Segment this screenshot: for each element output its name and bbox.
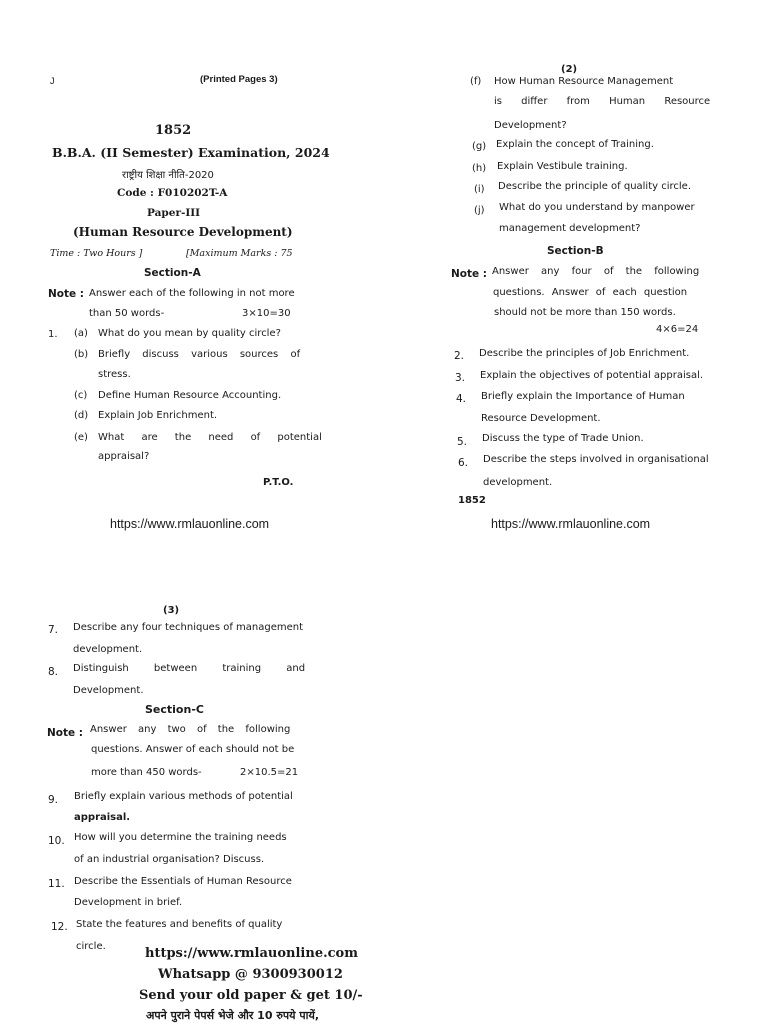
note-text-line2: questions. Answer of each should not be [91, 744, 295, 755]
subquestion-text: Explain Vestibule training. [497, 161, 628, 172]
question-number: 8. [48, 666, 59, 678]
section-a-heading: Section-A [144, 267, 201, 279]
site-url[interactable]: https://www.rmlauonline.com [110, 517, 270, 531]
note-text-line1: Answer each of the following in not more [89, 288, 295, 299]
time-limit: Time : Two Hours ] [50, 248, 143, 259]
subquestion-label: (e) [74, 432, 88, 443]
question-text: State the features and benefits of quality [76, 919, 283, 930]
question-number: 11. [48, 878, 65, 890]
question-number: 7. [48, 624, 59, 636]
subquestion-text: Define Human Resource Accounting. [98, 390, 282, 401]
subquestion-text: Development? [494, 120, 567, 131]
question-text: Distinguish between training and [73, 663, 306, 674]
question-text: Describe any four techniques of management [73, 622, 304, 633]
note-text-line2: than 50 words- [89, 308, 165, 319]
note-text-line3: more than 450 words- [91, 767, 202, 778]
question-text: Describe the Essentials of Human Resource [74, 876, 292, 887]
subquestion-text: Briefly discuss various sources of [98, 349, 301, 360]
subquestion-text: What do you understand by manpower [499, 202, 695, 213]
section-c-heading: Section-C [145, 703, 204, 716]
question-number: 1. [48, 329, 58, 340]
footer-whatsapp: Whatsapp @ 9300930012 [158, 967, 343, 982]
paper-code: 1852 [155, 123, 192, 138]
course-code: Code : F010202T-A [117, 187, 228, 199]
question-number: 9. [48, 794, 59, 806]
footer-url[interactable]: https://www.rmlauonline.com [145, 946, 358, 961]
question-text: Development in brief. [74, 897, 183, 908]
max-marks: [Maximum Marks : 75 [186, 248, 293, 259]
subquestion-text: What are the need of potential [98, 432, 322, 443]
question-text: development. [483, 477, 553, 488]
question-text: Discuss the type of Trade Union. [482, 433, 644, 444]
question-number: 10. [48, 835, 65, 847]
subquestion-text: How Human Resource Management [494, 76, 674, 87]
question-text: development. [73, 644, 143, 655]
site-url[interactable]: https://www.rmlauonline.com [491, 517, 651, 531]
subquestion-label: (c) [74, 390, 88, 401]
subquestion-text: What do you mean by quality circle? [98, 328, 281, 339]
question-text: appraisal. [74, 812, 131, 823]
question-number: 3. [455, 372, 466, 384]
footer-send-paper: Send your old paper & get 10/- [139, 988, 363, 1003]
subquestion-label: (i) [474, 184, 485, 195]
subject-title: (Human Resource Development) [73, 225, 293, 239]
page-corner-mark: J [50, 76, 55, 86]
subquestion-label: (j) [474, 205, 485, 216]
note-label: Note : [47, 727, 83, 739]
note-marks: 3×10=30 [242, 308, 291, 319]
footer-hindi: अपने पुराने पेपर्स भेजे और 10 रुपये पायें, [146, 1009, 320, 1022]
subquestion-text: management development? [499, 223, 641, 234]
question-number: 4. [456, 393, 467, 405]
exam-title: B.B.A. (II Semester) Examination, 2024 [52, 145, 330, 160]
subquestion-label: (d) [74, 410, 89, 421]
printed-pages: (Printed Pages 3) [200, 74, 278, 85]
question-text: circle. [76, 941, 106, 952]
subquestion-text: Describe the principle of quality circle. [498, 181, 692, 192]
question-number: 6. [458, 457, 469, 469]
paper-code-footer: 1852 [458, 495, 486, 506]
question-number: 12. [51, 921, 68, 933]
question-text: Describe the principles of Job Enrichment. [479, 348, 690, 359]
note-text-line1: Answer any four of the following [492, 266, 700, 277]
question-number: 2. [454, 350, 465, 362]
pto-label: P.T.O. [263, 477, 294, 488]
question-text: How will you determine the training needs [74, 832, 287, 843]
section-b-heading: Section-B [547, 245, 604, 257]
note-text-line1: Answer any two of the following [90, 724, 291, 735]
question-text: Explain the objectives of potential appraisal. [480, 370, 704, 381]
question-text: Describe the steps involved in organisational [483, 454, 709, 465]
question-text: Briefly explain the Importance of Human [481, 391, 685, 402]
page-number: (3) [163, 605, 180, 616]
question-text: Resource Development. [481, 413, 601, 424]
subquestion-label: (a) [74, 328, 88, 339]
subquestion-text: Explain the concept of Training. [496, 139, 654, 150]
note-label: Note : [451, 268, 487, 280]
note-text-line3: should not be more than 150 words. [494, 307, 676, 318]
question-text: Development. [73, 685, 144, 696]
subquestion-text: is differ from Human Resource [494, 96, 711, 107]
subquestion-text: stress. [98, 369, 131, 380]
subquestion-label: (g) [472, 141, 487, 152]
subquestion-text: appraisal? [98, 451, 150, 462]
paper-number: Paper-III [147, 207, 201, 219]
subquestion-label: (h) [472, 163, 487, 174]
note-text-line2: questions. Answer of each question [493, 287, 688, 298]
subquestion-label: (b) [74, 349, 89, 360]
subquestion-text: Explain Job Enrichment. [98, 410, 218, 421]
note-marks: 2×10.5=21 [240, 767, 299, 778]
note-marks: 4×6=24 [656, 324, 699, 335]
question-number: 5. [457, 436, 468, 448]
policy-hindi: राष्ट्रीय शिक्षा नीति-2020 [122, 170, 214, 181]
subquestion-label: (f) [470, 76, 482, 87]
note-label: Note : [48, 288, 84, 300]
question-text: Briefly explain various methods of potential [74, 791, 293, 802]
page-number: (2) [561, 64, 578, 75]
question-text: of an industrial organisation? Discuss. [74, 854, 265, 865]
